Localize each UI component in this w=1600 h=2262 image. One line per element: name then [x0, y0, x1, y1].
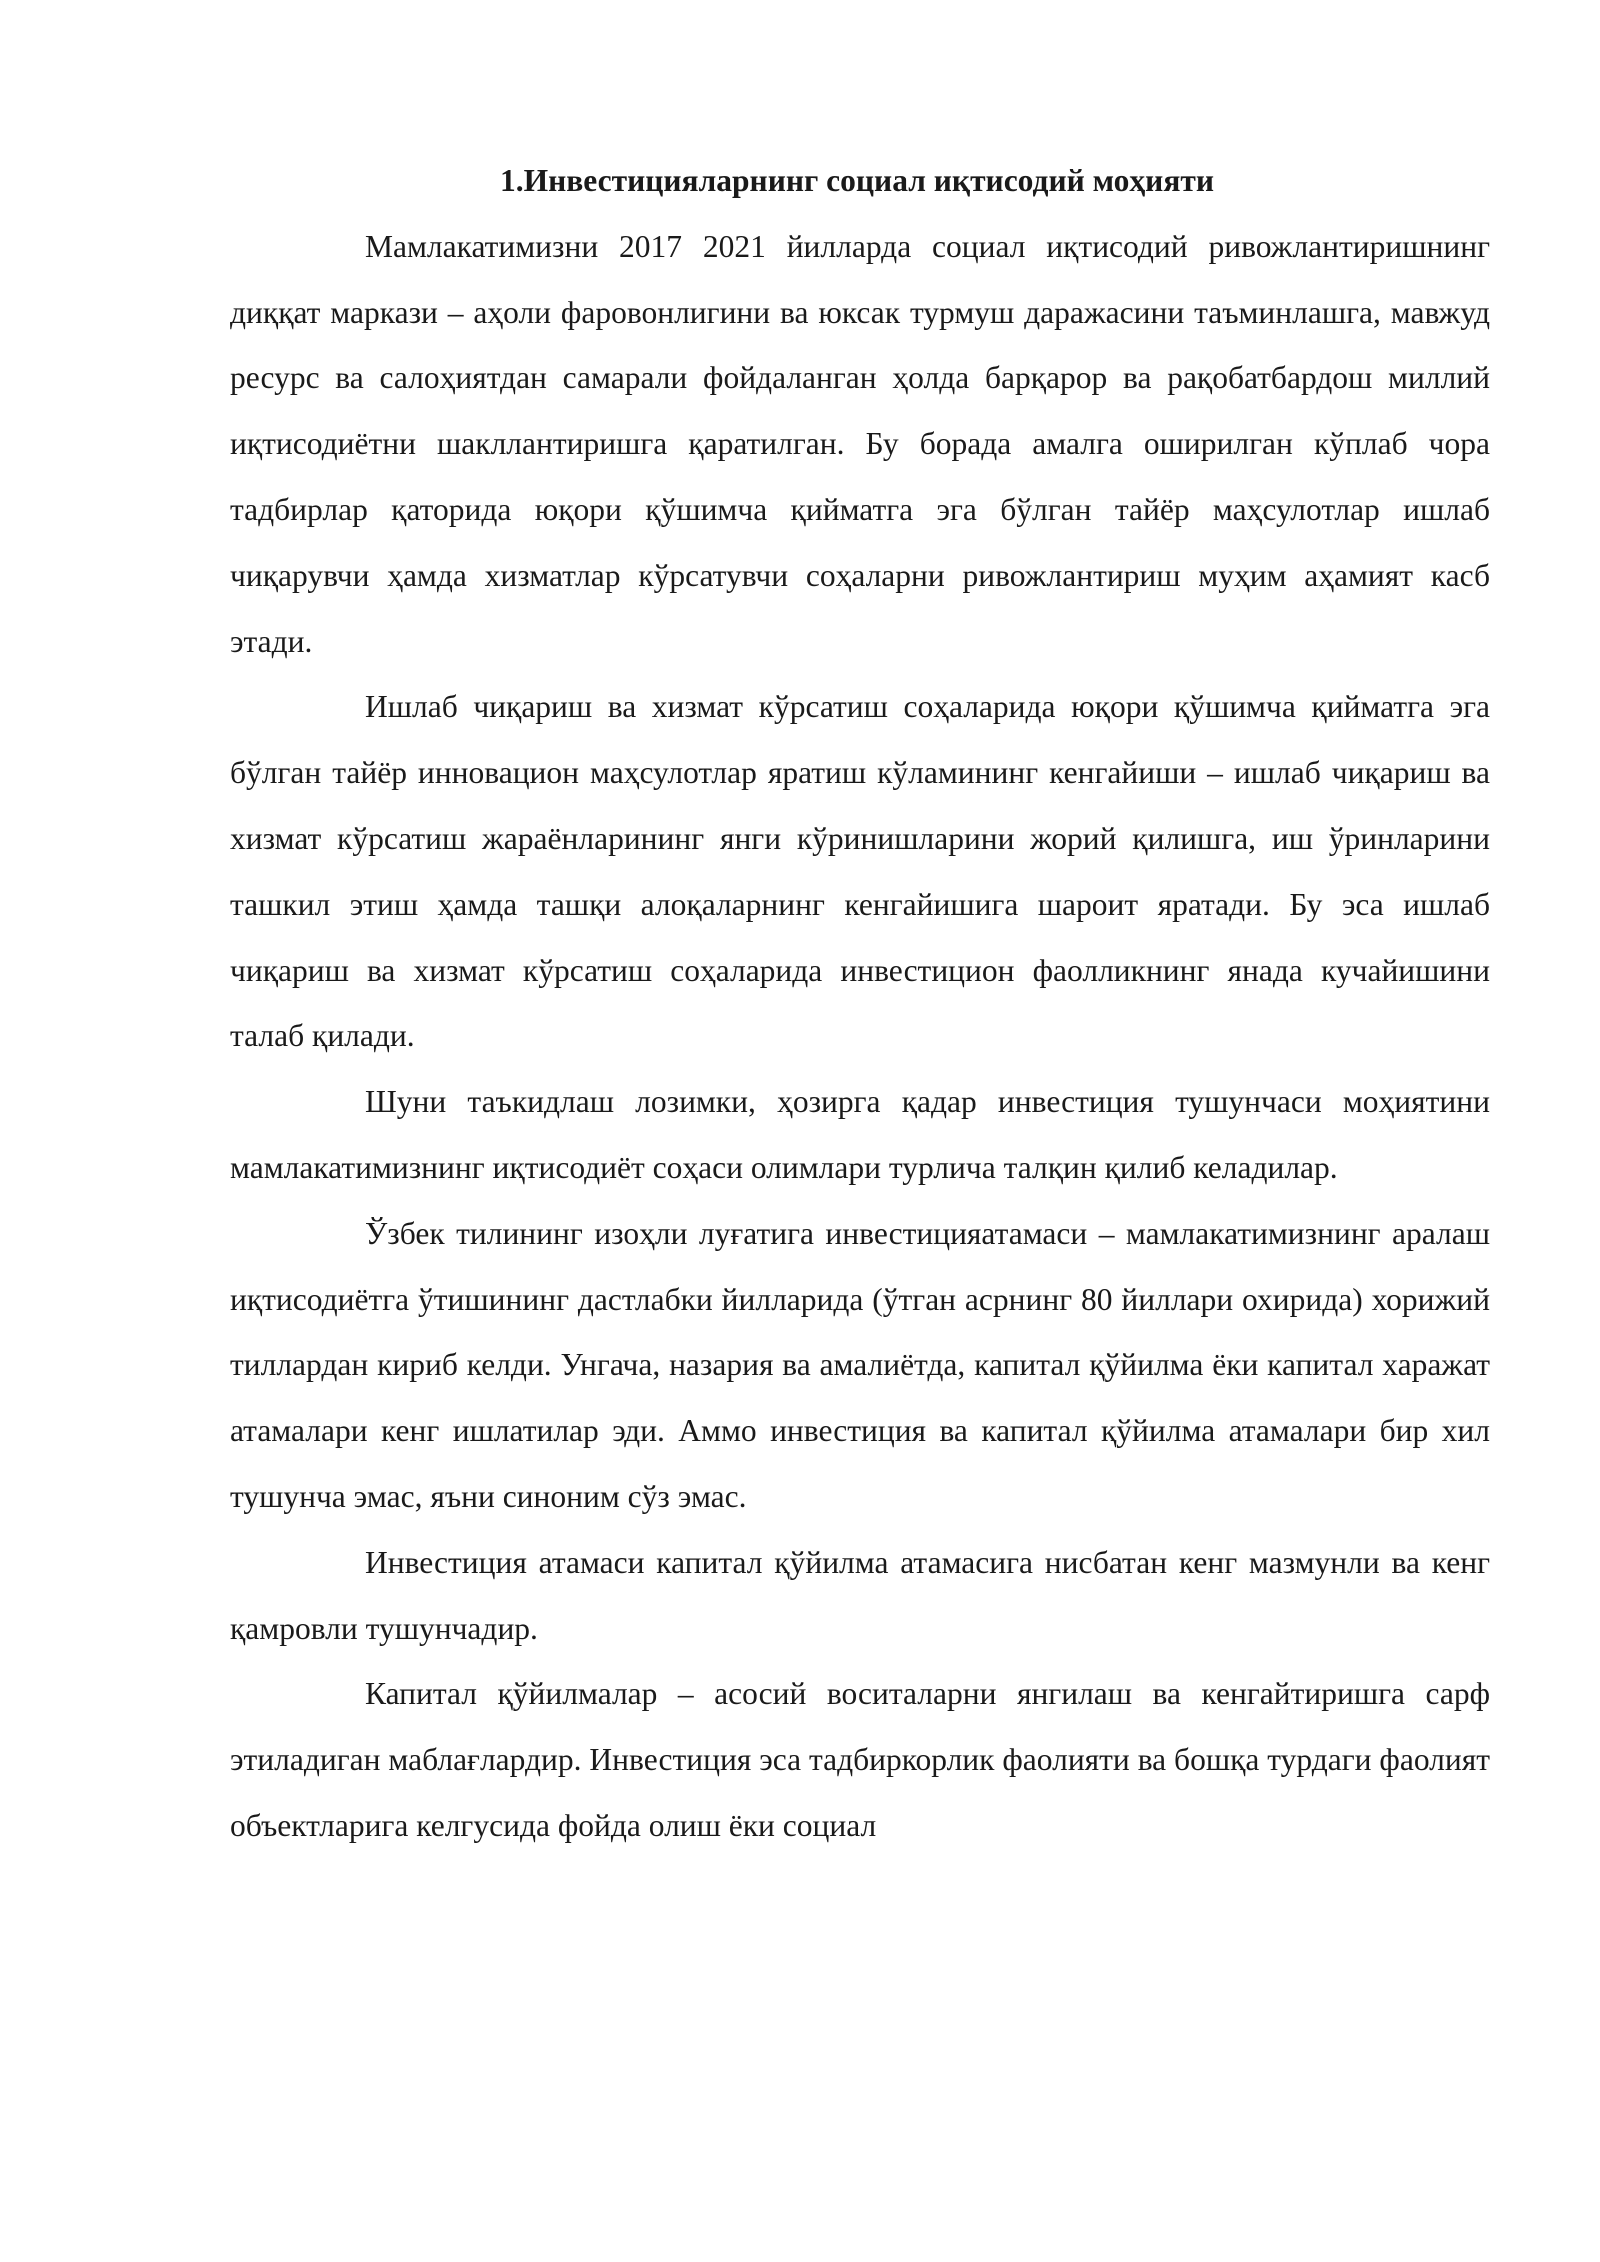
paragraph: Мамлакатимизни 2017 2021 йилларда социал иқтисодий ривожлантиришнинг диққат маркази – аҳоли фаровонлигини ва юксак турмуш даражасини таъминлашга, мавжуд ресурс ва салоҳиятдан самарали фойдаланган ҳолда барқарор ва рақобатбардош миллий иқтисодиётни шакллантиришга қаратилган. Бу борада амалга оширилган кўплаб чора тадбирлар қаторида юқори қўшимча қийматга эга бўлган тайёр маҳсулотлар ишлаб чиқарувчи ҳамда хизматлар кўрсатувчи соҳаларни ривожлантириш муҳим аҳамият касб этади. — [230, 228, 1490, 659]
paragraph: Ўзбек тилининг изоҳли луғатига инвестицияатамаси – мамлакатимизнинг аралаш иқтисодиётга ўтишининг дастлабки йилларида (ўтган асрнинг 80 йиллари охирида) хорижий тиллардан кириб келди. Унгача, назария ва амалиётда, капитал қўйилма ёки капитал харажат атамалари кенг ишлатилар эди. Аммо инвестиция ва капитал қўйилма атамалари бир хил тушунча эмас, яъни синоним сўз эмас. — [230, 1215, 1490, 1514]
paragraph: Капитал қўйилмалар – асосий воситаларни янгилаш ва кенгайтиришга сарф этиладиган маблағлардир. Инвестиция эса тадбиркорлик фаолияти ва бошқа турдаги фаолият объектларига келгусида фойда олиш ёки социал — [230, 1676, 1490, 1843]
section-title: 1.Инвестицияларнинг социал иқтисодий моҳияти — [500, 163, 1214, 198]
paragraph: Инвестиция атамаси капитал қўйилма атамасига нисбатан кенг мазмунли ва кенг қамровли тушунчадир. — [230, 1544, 1490, 1646]
paragraph: Ишлаб чиқариш ва хизмат кўрсатиш соҳаларида юқори қўшимча қийматга эга бўлган тайёр инновацион маҳсулотлар яратиш кўламининг кенгайиши – ишлаб чиқариш ва хизмат кўрсатиш жараёнларининг янги кўринишларини жорий қилишга, иш ўринларини ташкил этиш ҳамда ташқи алоқаларнинг кенгайишига шароит яратади. Бу эса ишлаб чиқариш ва хизмат кўрсатиш соҳаларида инвестицион фаолликнинг янада кучайишини талаб қилади. — [230, 689, 1490, 1054]
paragraph: Шуни таъкидлаш лозимки, ҳозирга қадар инвестиция тушунчаси моҳиятини мамлакатимизнинг иқтисодиёт соҳаси олимлари турлича талқин қилиб келадилар. — [230, 1084, 1490, 1185]
document-body — [230, 148, 1490, 1859]
